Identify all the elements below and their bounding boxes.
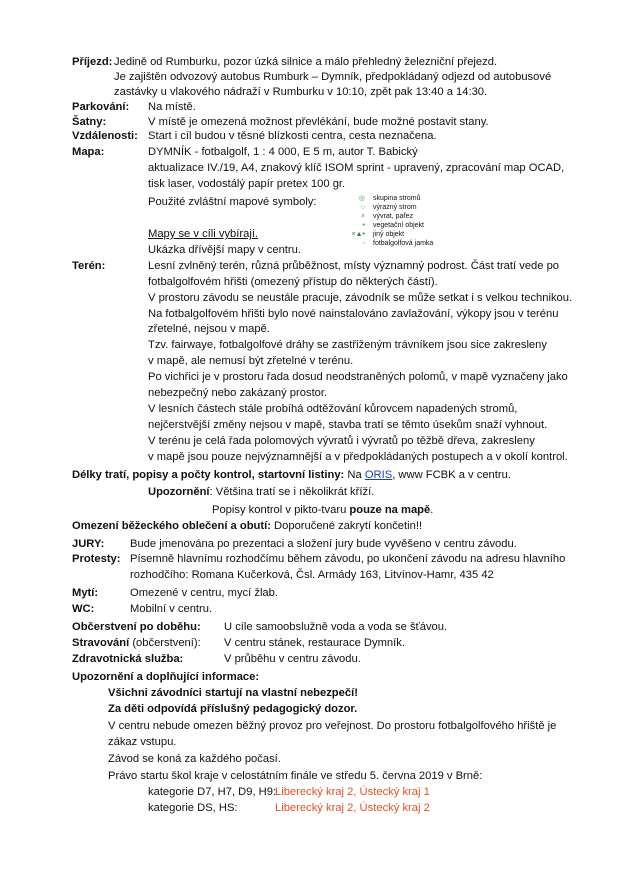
legend-row — [337, 203, 487, 212]
legend-label: vegetační objekt — [373, 222, 424, 229]
satny-label: Šatny: — [72, 116, 107, 128]
mapa-label: Mapa: — [72, 146, 105, 158]
mapa-line3: tisk laser, vodostálý papír pretex 100 gr. — [148, 178, 346, 190]
teren-line: V lesních částech stále probíhá odtěžování kůrovcem napadených stromů, — [148, 403, 518, 415]
legend-row — [337, 221, 487, 230]
legend-label: výrazný strom — [373, 204, 417, 211]
popisy-note — [212, 503, 433, 518]
warning-label: Upozornění — [148, 486, 210, 498]
delky-label: Délky tratí, popisy a počty kontrol, startovní listiny: — [72, 469, 345, 481]
teren-line: Lesní zvlněný terén, různá průběžnost, místy významný podrost. Část tratí vede po — [148, 260, 560, 272]
mapa-line2: aktualizace IV./19, A4, znakový klíč ISOM sprint - upravený, zpracování map OCAD, — [148, 162, 565, 174]
teren-line: zřetelné, nejsou v mapě. — [148, 323, 270, 335]
protesty-line2: rozhodčího: Romana Kučerková, Čsl. Armády 163, Litvínov-Hamr, 435 42 — [130, 569, 494, 581]
stravovani-value: V centru stánek, restaurace Dymník. — [224, 637, 405, 649]
distinct-tree-icon: ○ — [360, 204, 365, 211]
delky-post: , www FCBK a v centru. — [392, 469, 511, 481]
delky-warning — [148, 485, 374, 500]
teren-line: V terénu je celá řada polomových vývratů i vývratů po těžbě dřeva, zakresleny — [148, 435, 535, 447]
vzdalenosti-label: Vzdálenosti: — [72, 130, 138, 142]
upozorneni-line3: Závod se koná za každého počasí. — [108, 753, 281, 765]
legend-row — [337, 230, 487, 239]
legend-row — [337, 212, 487, 221]
category-1-value: Liberecký kraj 2, Ústecký kraj 1 — [275, 786, 430, 798]
mapa-symbols-intro: Použité zvláštní mapové symboly: — [148, 196, 317, 208]
tree-group-icon: ◎ — [358, 195, 365, 202]
zdravotni-value: V průběhu v centru závodu. — [224, 653, 361, 665]
parkovani-value: Na místě. — [148, 101, 196, 113]
wc-value: Mobilní v centru. — [130, 603, 213, 615]
popisy-pre: Popisy kontrol v pikto-tvaru — [212, 504, 350, 516]
prijezd-line1: Jedině od Rumburku, pozor úzká silnice a málo přehledný železniční přejezd. — [114, 56, 498, 68]
legend-label: vývrat, pařez — [373, 213, 414, 220]
wc-label: WC: — [72, 603, 95, 615]
teren-line: V prostoru závodu se neustále pracuje, závodník se může setkat i s velkou technikou. — [148, 292, 573, 304]
category-1-label: kategorie D7, H7, D9, H9: — [148, 786, 277, 798]
protesty-line1: Písemně hlavnímu rozhodčímu během závodu, po ukončení závodu na adresu hlavního — [130, 553, 566, 565]
stravovani-label-plain: (občerstvení): — [129, 637, 201, 649]
teren-line: v mapě, ale nemusí být zřetelné v terénu. — [148, 355, 354, 367]
stravovani-label-row — [72, 636, 201, 651]
legend-label: skupina stromů — [373, 195, 421, 202]
upozorneni-bold2: Za děti odpovídá příslušný pedagogický dozor. — [108, 703, 358, 715]
warning-text: : Většina tratí se i několikrát kříží. — [209, 486, 375, 498]
satny-value: V místě je omezená možnost převlékání, bude možné postavit stany. — [148, 116, 489, 128]
map-symbol-legend — [337, 194, 487, 248]
myti-value: Omezené v centru, mycí žlab. — [130, 587, 278, 599]
uprooted-tree-icon: × — [360, 213, 365, 220]
jury-label: JURY: — [72, 538, 105, 550]
legend-row — [337, 239, 487, 248]
legend-label: fotbalgolfová jamka — [373, 240, 434, 247]
mapa-line1: DYMNÍK - fotbalgolf, 1 : 4 000, E 5 m, autor T. Babický — [148, 146, 418, 158]
myti-label: Mytí: — [72, 587, 99, 599]
obcerstveni-label: Občerstvení po doběhu: — [72, 621, 201, 633]
omezeni-value: Doporučené zakrytí končetin!! — [274, 520, 423, 532]
obcerstveni-value: U cíle samoobslužně voda a voda se šťávou. — [224, 621, 448, 633]
teren-label: Terén: — [72, 260, 106, 272]
mapa-sample-note: Ukázka dřívější mapy v centru. — [148, 244, 301, 256]
delky-pre: Na — [347, 469, 362, 481]
teren-line: v mapě jsou pouze nejvýznamnější a v předpokládaných postupech a v okolí kontrol. — [148, 451, 568, 463]
upozorneni-line2: zákaz vstupu. — [108, 736, 177, 748]
upozorneni-line1: V centru nebude omezen běžný provoz pro veřejnost. Do prostoru fotbalgolfového hřiště je — [108, 720, 557, 732]
omezeni-label: Omezení běžeckého oblečení a obutí: — [72, 520, 271, 532]
prijezd-line2: Je zajištěn odvozový autobus Rumburk – Dymník, předpokládaný odjezd od autobusové — [114, 71, 552, 83]
vegetation-object-icon: • — [362, 222, 365, 229]
stravovani-label: Stravování — [72, 637, 130, 649]
legend-label: jiný objekt — [373, 231, 405, 238]
popisy-post: . — [430, 504, 434, 516]
other-object-icon: ×▲• — [351, 231, 365, 238]
upozorneni-label: Upozornění a doplňující informace: — [72, 671, 260, 683]
legend-row — [337, 194, 487, 203]
jury-value: Bude jmenována po prezentaci a složení jury bude vyvěšeno v centru závodu. — [130, 538, 517, 550]
protesty-label: Protesty: — [72, 553, 121, 565]
upozorneni-line4: Právo startu škol kraje v celostátním finále ve středu 5. června 2019 v Brně: — [108, 770, 483, 782]
parkovani-label: Parkování: — [72, 101, 130, 113]
popisy-bold: pouze na mapě — [349, 504, 431, 516]
upozorneni-bold1: Všichni závodníci startují na vlastní nebezpečí! — [108, 687, 358, 699]
teren-line: Tzv. fairwaye, fotbalgolfové dráhy se zastřiženým trávníkem jsou sice zakresleny — [148, 339, 547, 351]
prijezd-line3: zastávky u vlakového nádraží v Rumburku v 10:10, zpět pak 13:40 a 14:30. — [114, 86, 488, 98]
zdravotni-label: Zdravotnická služba: — [72, 653, 184, 665]
delky-row — [72, 468, 511, 483]
category-2-value: Liberecký kraj 2, Ústecký kraj 2 — [275, 802, 430, 814]
omezeni-row — [72, 519, 422, 534]
prijezd-label: Příjezd: — [72, 56, 113, 68]
golf-hole-icon: ◦ — [362, 240, 365, 247]
category-2-label: kategorie DS, HS: — [148, 802, 238, 814]
oris-link[interactable]: ORIS — [364, 469, 393, 481]
teren-line: Na fotbalgolfovém hřišti bylo nové nainstalováno zavlažování, výkopy jsou v terénu — [148, 308, 559, 320]
teren-line: nejčerstvější změny nejsou v mapě, stavba tratí se těmto úsekům snaží vyhnout. — [148, 419, 548, 431]
vzdalenosti-value: Start i cíl budou v těsné blízkosti centra, cesta neznačena. — [148, 130, 437, 142]
teren-line: fotbalgolfovém hřišti (omezený přístup do některých částí). — [148, 276, 438, 288]
teren-line: Po vichřici je v prostoru řada dosud neodstraněných polomů, v mapě vyznačeny jako — [148, 371, 568, 383]
teren-line: nebezpečný nebo zakázaný prostor. — [148, 387, 328, 399]
mapa-collect-note: Mapy se v cíli vybírají. — [148, 228, 259, 240]
